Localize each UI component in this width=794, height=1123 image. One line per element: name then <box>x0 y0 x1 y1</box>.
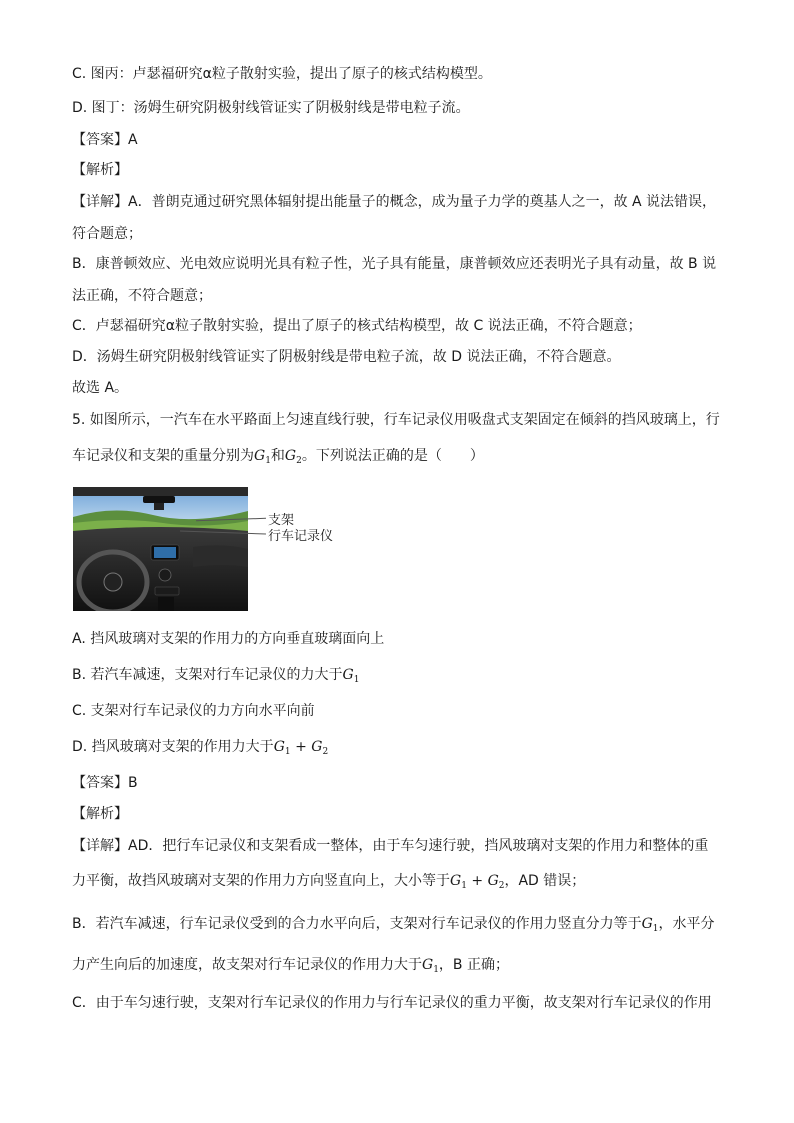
symbol-g1-plus-g2: $G_1 + G_2$ <box>450 873 505 891</box>
detail-ad-2-end: ，AD 错误； <box>504 873 586 889</box>
symbol-g1: $G_1$ <box>422 957 439 975</box>
detail-a-2: 符合题意； <box>72 226 142 242</box>
answer-prev: 【答案】A <box>72 132 138 148</box>
symbol-g2: $G_2$ <box>284 448 302 466</box>
detail-a-1: 【详解】A．普朗克通过研究黑体辐射提出能量子的概念，成为量子力学的奠基人之一，故 A 说法错误， <box>72 194 717 210</box>
question-5-line-1: 5. 如图所示，一汽车在水平路面上匀速直线行驶，行车记录仪用吸盘式支架固定在倾斜的挡风玻璃上，行 <box>72 412 720 428</box>
analysis-prev: 【解析】 <box>72 162 128 178</box>
answer-line: 【答案】B <box>72 775 138 791</box>
bracket-label: 支架 <box>268 513 295 528</box>
analysis-heading: 【解析】 <box>72 806 128 822</box>
recorder-label: 行车记录仪 <box>268 529 334 544</box>
option-d-text: D. 挡风玻璃对支架的作用力大于 <box>72 739 274 755</box>
detail-b-1-text: B．若汽车减速，行车记录仪受到的合力水平向后，支架对行车记录仪的作用力竖直分力等于 <box>72 916 642 932</box>
detail-b-1-end: ，水平分 <box>658 916 715 932</box>
option-a: A. 挡风玻璃对支架的作用力的方向垂直玻璃面向上 <box>72 631 385 647</box>
choose-prev: 故选 A。 <box>72 380 129 396</box>
detail-b-1: B．康普顿效应、光电效应说明光具有粒子性，光子具有能量，康普顿效应还表明光子具有动量，故 B 说 <box>72 256 717 272</box>
option-b <box>72 665 359 690</box>
detail-ad-2-text: 力平衡，故挡风玻璃对支架的作用力方向竖直向上，大小等于 <box>72 873 450 889</box>
line-c-prev: C. 图丙：卢瑟福研究α粒子散射实验，提出了原子的核式结构模型。 <box>72 66 492 82</box>
question-5-line-2 <box>72 446 484 471</box>
detail-ad-2 <box>72 871 585 896</box>
detail-ad-1: 【详解】AD．把行车记录仪和支架看成一整体，由于车匀速行驶，挡风玻璃对支架的作用力和整体的重 <box>72 838 709 854</box>
q5-text-post: 。下列说法正确的是（ ） <box>301 448 484 464</box>
q5-text-pre: 车记录仪和支架的重量分别为 <box>72 448 254 464</box>
q5-text-and: 和 <box>270 448 285 464</box>
symbol-g1: $G_1$ <box>342 667 360 685</box>
option-b-text: B. 若汽车减速，支架对行车记录仪的力大于 <box>72 667 343 683</box>
symbol-g1: $G_1$ <box>254 448 271 466</box>
dashboard-photo <box>73 487 248 611</box>
detail-b-2-text: 力产生向后的加速度，故支架对行车记录仪的作用力大于 <box>72 957 422 973</box>
line-d-prev: D. 图丁：汤姆生研究阴极射线管证实了阴极射线是带电粒子流。 <box>72 100 470 116</box>
detail-b-line-1 <box>72 914 715 939</box>
symbol-g1-plus-g2: $G_1 + G_2$ <box>273 739 329 757</box>
detail-b-line-2 <box>72 955 509 980</box>
option-d <box>72 737 328 762</box>
detail-c: C．卢瑟福研究α粒子散射实验，提出了原子的核式结构模型，故 C 说法正确，不符合题意； <box>72 318 642 334</box>
symbol-g1: $G_1$ <box>641 916 659 934</box>
detail-b-2: 法正确，不符合题意； <box>72 288 212 304</box>
dashboard-illustration <box>73 487 248 611</box>
detail-b-2-end: ，B 正确； <box>438 957 509 973</box>
detail-d: D．汤姆生研究阴极射线管证实了阴极射线是带电粒子流，故 D 说法正确，不符合题意。 <box>72 349 621 365</box>
option-c: C. 支架对行车记录仪的力方向水平向前 <box>72 703 315 719</box>
detail-c-line-1: C．由于车匀速行驶，支架对行车记录仪的作用力与行车记录仪的重力平衡，故支架对行车记录仪的作用 <box>72 995 712 1011</box>
